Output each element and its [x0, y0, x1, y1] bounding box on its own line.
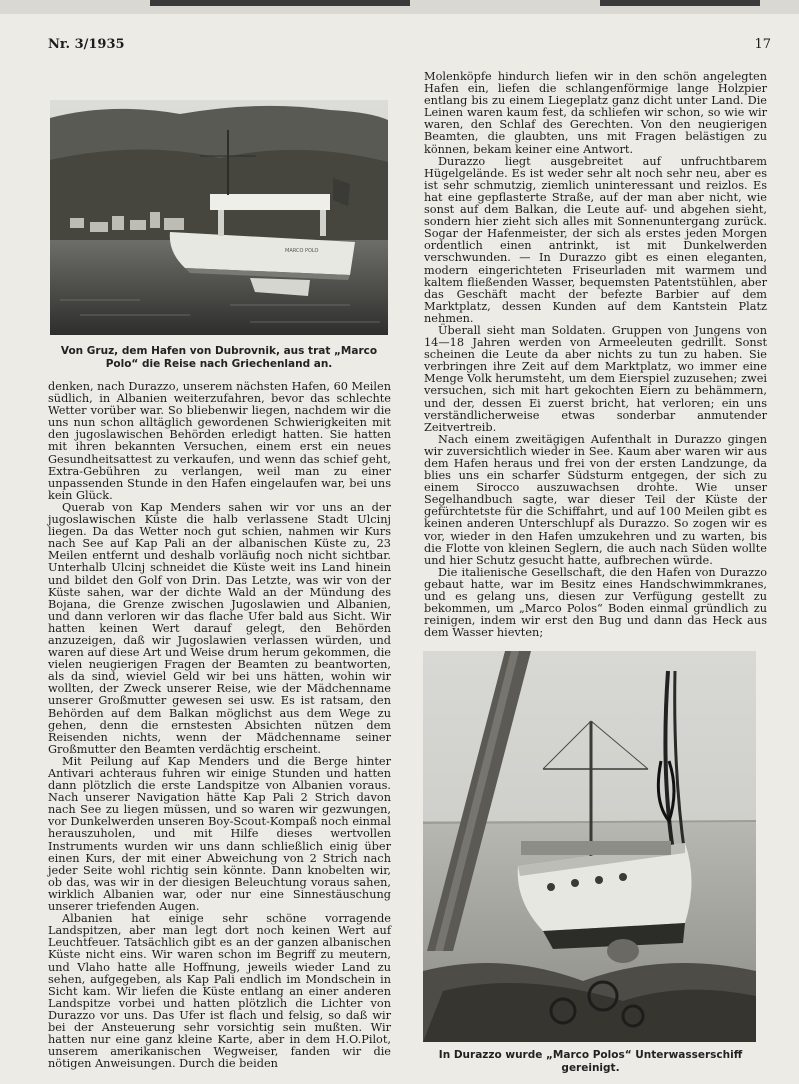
paragraph: denken, nach Durazzo, unserem nächsten Hafen, 60 Meilen südlich, in Albanien weiterzufahren, bevor das schlechte Wetter vorüber war. So bliebenwir liegen, nachdem wir die uns nun schon alltäglich gewordenen Schwierigkeiten mit den jugoslawischen Behörden erledigt hatten. Sie hatten mit ihren bekannten Versuchen, einem erst ein neues Gesundheitsattest zu verkaufen, und wenn das schief geht, Extra-Gebühren zu verlangen, weil man zu einer unpassenden Stunde in den Hafen eingelaufen war, bei uns kein Glück. [48, 380, 391, 502]
paragraph: Durazzo liegt ausgebreitet auf unfruchtbarem Hügelgelände. Es ist weder sehr alt noch sehr neu, aber es ist sehr schmutzig, ziemlich uninteressant und reizlos. Es hat eine gepflasterte Straße, auf der man aber nicht, wie sonst auf dem Balkan, die Leute auf- und abgehen sieht, sondern hier zieht sich alles mit Sonnenuntergang zurück. Sogar der Hafenmeister, der sich als erstes jeden Morgen ordentlich einen antrinkt, ist mit Dunkelwerden verschwunden. — In Durazzo gibt es einen eleganten, modern eingerichteten Friseurladen mit warmem und kaltem fließenden Wasser, bequemsten Patentstühlen, aber das Geschäft macht der befezte Barbier auf dem Marktplatz, dessen Kunden auf dem Kantstein Platz nehmen. [424, 154, 767, 325]
crane-boat-photo [423, 651, 756, 1042]
paragraph: Albanien hat einige sehr schöne vorragende Landspitzen, aber man legt dort noch keinen Wert auf Leuchtfeuer. Tatsächlich gibt es an der ganzen albanischen Küste nicht eins. Wir waren schon im Begriff zu meutern, und Vlaho hatte alle Hoffnung, jeweils wieder Land zu sehen, aufgegeben, als Kap Pali endlich im Mondschein in Sicht kam. Wir liefen die Küste entlang an einer anderen Landspitze vorbei und hatten plötzlich die Lichter von Durazzo vor uns. Das Ufer ist flach und felsig, so daß wir bei der Ansteuerung sehr vorsichtig sein mußten. Wir hatten nur eine ganz kleine Karte, aber in dem H.O.Pilot, unserem amerikanischen Wegweiser, fanden wir die nötigen Anweisungen. Durch die beiden [48, 912, 391, 1071]
figure-caption-harbor: Von Gruz, dem Hafen von Dubrovnik, aus trat „Marco Polo“ die Reise nach Griechenland an. [60, 345, 378, 370]
harbor-photo-image [50, 100, 388, 335]
scan-edge-mark [600, 0, 760, 6]
paragraph: Querab von Kap Menders sahen wir vor uns an der jugoslawischen Küste die halb verlassene Stadt Ulcinj liegen. Da das Wetter noch gut schien, nahmen wir Kurs nach See auf Kap Pali an der albanischen Küste zu, 23 Meilen entfernt und deshalb vorläufig noch nicht sichtbar. Unterhalb Ulcinj schneidet die Küste weit ins Land hinein und bildet den Golf von Drin. Das Letzte, was wir von der Küste sahen, war der dichte Wald an der Mündung des Bojana, die Grenze zwischen Jugoslawien und Albanien, und dann verloren wir das flache Ufer bald aus Sicht. Wir hatten keinen Wert darauf gelegt, den Behörden anzuzeigen, daß wir Jugoslawien verlassen würden, und waren auf diese Art und Weise drum herum gekommen, die vielen neugierigen Fragen der Beamten zu beantworten, als da sind, wieviel Geld wir bei uns hätten, wohin wir wollten, der Zweck unserer Reise, wie der Mädchenname unserer Großmutter gewesen sei usw. Es ist ratsam, den Behörden auf dem Balkan möglichst aus dem Wege zu gehen, denn die ernstesten Absichten nützen dem Reisenden nichts, wenn der Mädchenname seiner Großmutter den Beamten verdächtig erscheint. [48, 500, 391, 756]
page-number: 17 [754, 37, 771, 52]
paragraph: Mit Peilung auf Kap Menders und die Berge hinter Antivari achteraus fuhren wir einige Stunden und hatten dann plötzlich die erste Landspitze von Albanien voraus. Nach unserer Navigation hätte Kap Pali 2 Strich davon nach See zu liegen müssen, und so waren wir gezwungen, vor Dunkelwerden unseren Boy-Scout-Kompaß noch einmal herauszuholen, und mit Hilfe dieses wertvollen Instruments wurden wir uns dann schließlich einig über einen Kurs, der mit einer Abweichung von 2 Strich nach jeder Seite wohl richtig sein könnte. Dann knobelten wir, ob das, was wir in der diesigen Beleuchtung voraus sahen, wirklich Albanien war, oder nur eine Sinnestäuschung unserer triefenden Augen. [48, 754, 391, 914]
right-column-text [424, 71, 767, 639]
figure-caption-crane: In Durazzo wurde „Marco Polos“ Unterwasserschiff gereinigt. [438, 1049, 743, 1074]
scan-edge-mark [150, 0, 410, 6]
scan-top-edge [0, 0, 799, 14]
left-column-text [48, 380, 391, 1071]
paragraph: Molenköpfe hindurch liefen wir in den schön angelegten Hafen ein, liefen die schlangenförmige lange Holzpier entlang bis zu einem Liegeplatz ganz dicht unter Land. Die Leinen waren kaum fest, da schliefen wir schon, so wie wir waren, den Schlaf des Gerechten. Von den neugierigen Beamten, die glaubten, uns mit Fragen belästigen zu können, bekam keiner eine Antwort. [424, 70, 767, 156]
harbor-photo [50, 100, 388, 335]
paragraph: Die italienische Gesellschaft, die den Hafen von Durazzo gebaut hatte, war im Besitz eines Handschwimmkranes, und es gelang uns, diesen zur Verfügung gestellt zu bekommen, um „Marco Polos“ Boden einmal gründlich zu reinigen, indem wir erst den Bug und dann das Heck aus dem Wasser hievten; [424, 565, 767, 640]
paragraph: Nach einem zweitägigen Aufenthalt in Durazzo gingen wir zuversichtlich wieder in See. Kaum aber waren wir aus dem Hafen heraus und frei von der ersten Landzunge, da blies uns ein scharfer Südsturm entgegen, der sich zu einem Sirocco auszuwachsen drohte. Wie unser Segelhandbuch sagte, war dieser Teil der Küste der gefürchtetste für die Schiffahrt, und auf 100 Meilen gibt es keinen anderen Unterschlupf als Durazzo. So zogen wir es vor, wieder in den Hafen umzukehren und zu warten, bis die Flotte von kleinen Seglern, die auch nach Süden wollte und hier Schutz gesucht hatte, aufbrechen würde. [424, 432, 767, 567]
paragraph: Überall sieht man Soldaten. Gruppen von Jungens von 14—18 Jahren werden von Armeeleuten gedrillt. Sonst scheinen die Leute da aber nichts zu tun zu haben. Sie verbringen ihre Zeit auf dem Marktplatz, wo immer eine Menge Volk herumsteht, um dem Eierspiel zuzusehen; zwei versuchen, sich mit hart gekochten Eiern zu behämmern, und der, dessen Ei zuerst bricht, hat verloren; ein uns verständlicherweise etwas sonderbar anmutender Zeitvertreib. [424, 323, 767, 434]
issue-number: Nr. 3/1935 [48, 37, 125, 52]
crane-boat-photo-image [423, 651, 756, 1042]
hull-name-text: MARCO POLO [285, 248, 319, 254]
